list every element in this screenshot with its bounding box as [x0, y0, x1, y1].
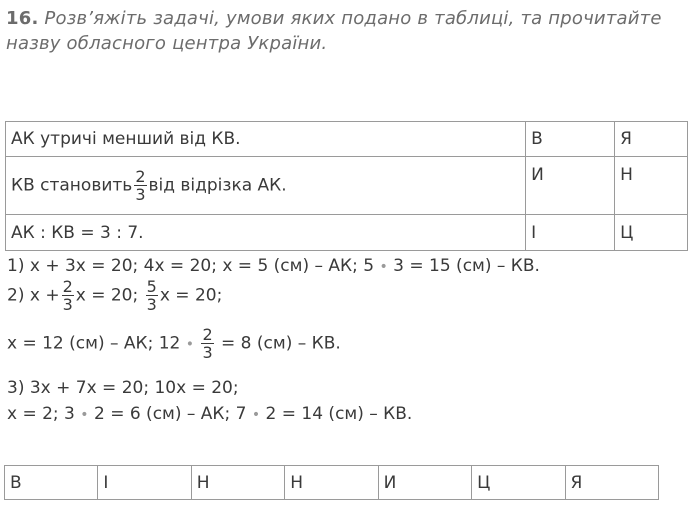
task-text: Розв’яжіть задачі, умови яких подано в таблиці, та прочитайте назву обласного центра України.: [6, 8, 662, 54]
condition-cell: АК : КВ = 3 : 7.: [6, 215, 526, 251]
conditions-table: [5, 121, 688, 251]
fraction-numerator: 2: [202, 325, 213, 344]
solution-text: x = 20;: [159, 285, 223, 306]
fraction-denominator: 3: [62, 295, 73, 314]
condition-cell: АК утричі менший від КВ.: [6, 122, 526, 157]
letter-cell: Я: [615, 122, 688, 157]
solution-line-3: [7, 326, 341, 361]
solution-line-2: [7, 278, 222, 313]
letter-cell: Ц: [615, 215, 688, 251]
fraction-numerator: 2: [62, 277, 73, 296]
letter-cell: І: [526, 215, 615, 251]
solution-text: 2) x +: [7, 285, 60, 306]
answer-letter: Н: [191, 466, 284, 500]
solution-line-4: 3) 3x + 7x = 20; 10x = 20;: [7, 378, 239, 398]
solution-line-5: [7, 404, 412, 424]
answer-letter: В: [5, 466, 98, 500]
condition-text: КВ становить: [11, 175, 133, 196]
fraction-denominator: 3: [146, 295, 157, 314]
answer-letter: И: [378, 466, 471, 500]
fraction: [134, 168, 146, 203]
fraction-numerator: 5: [146, 277, 157, 296]
solution-line-1: [7, 256, 540, 276]
solution-text: 1) x + 3x = 20; 4x = 20; x = 5 (см) – АК; 5: [7, 256, 375, 276]
table-row: [6, 157, 688, 215]
answer-letter: Н: [285, 466, 378, 500]
task-title: [6, 6, 686, 56]
fraction: [146, 278, 158, 313]
fraction-denominator: 3: [202, 343, 213, 362]
solution-text: x = 12 (см) – АК; 12: [7, 333, 181, 354]
multiply-dot: •: [185, 336, 195, 353]
multiply-dot: •: [379, 259, 388, 275]
fraction-denominator: 3: [135, 185, 146, 204]
fraction: [62, 278, 74, 313]
task-number: 16.: [6, 8, 39, 29]
letter-cell: Н: [615, 157, 688, 215]
letter-cell: И: [526, 157, 615, 215]
condition-cell: [6, 157, 526, 215]
answer-letter: І: [98, 466, 191, 500]
multiply-dot: •: [251, 407, 261, 423]
table-row: [6, 215, 688, 251]
solution-text: x = 2; 3: [7, 404, 75, 424]
answer-row: [5, 466, 659, 500]
answer-letter: Ц: [472, 466, 565, 500]
table-row: [6, 122, 688, 157]
solution-text: 2 = 6 (см) – АК; 7: [93, 404, 247, 424]
answer-letter: Я: [565, 466, 658, 500]
fraction-numerator: 2: [135, 167, 146, 186]
answer-table: [4, 465, 659, 500]
fraction: [201, 326, 213, 361]
solution-text: = 8 (см) – КВ.: [221, 333, 341, 354]
condition-text: від відрізка АК.: [148, 175, 287, 196]
letter-cell: В: [526, 122, 615, 157]
solution-text: 3 = 15 (см) – КВ.: [393, 256, 540, 276]
multiply-dot: •: [80, 407, 89, 423]
solution-text: x = 20;: [75, 285, 139, 306]
solution-text: 2 = 14 (см) – КВ.: [265, 404, 413, 424]
